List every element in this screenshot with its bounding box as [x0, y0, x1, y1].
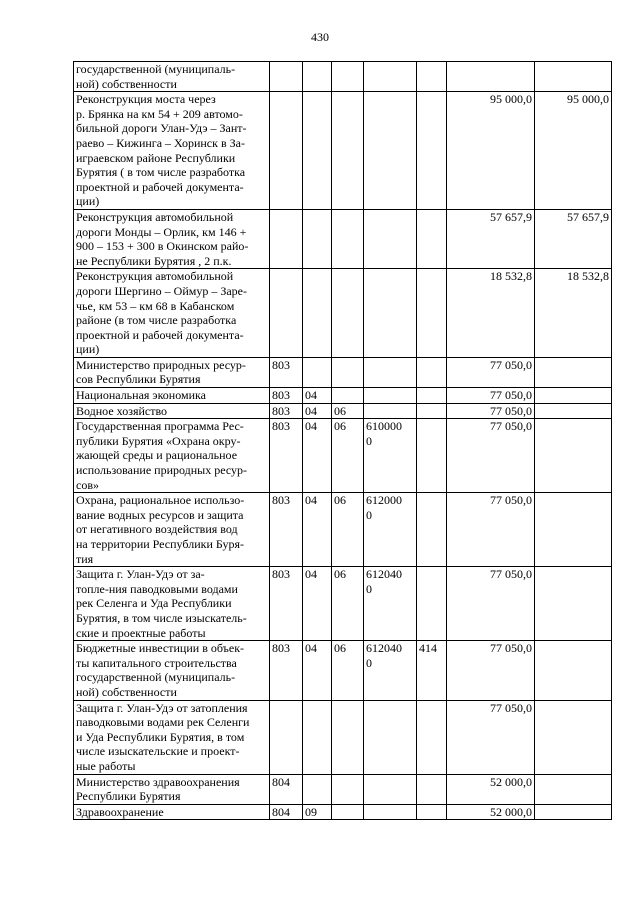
- cell-name: Защита г. Улан-Удэ от затопления паводковыми водами рек Селенги и Уда Республики Бурятия, в том числе изыскательские и проект- ные работы: [74, 700, 270, 774]
- table-row: [74, 209, 612, 268]
- table-row: [74, 92, 612, 210]
- cell-target-code: 610000 0: [364, 419, 417, 493]
- table-row: [74, 403, 612, 419]
- cell-amount-2: [535, 700, 612, 774]
- cell-section-code: 04: [303, 419, 332, 493]
- cell-target-code: [364, 92, 417, 210]
- table-row: [74, 419, 612, 493]
- cell-amount-1: 77 050,0: [447, 419, 535, 493]
- cell-name: Национальная экономика: [74, 388, 270, 404]
- cell-name: Защита г. Улан-Удэ от за- топле-ния паводковыми водами рек Селенга и Уда Республики Бурятия, в том числе изыскатель- ские и проектные работы: [74, 567, 270, 641]
- cell-ministry-code: 804: [270, 774, 303, 804]
- cell-amount-1: 77 050,0: [447, 403, 535, 419]
- cell-target-code: [364, 269, 417, 358]
- cell-amount-2: [535, 403, 612, 419]
- cell-subsection-code: [332, 62, 364, 92]
- cell-ministry-code: 803: [270, 403, 303, 419]
- page-number: 430: [311, 30, 329, 44]
- cell-section-code: 04: [303, 403, 332, 419]
- cell-name: Бюджетные инвестиции в объек- ты капитального строительства государственной (муниципаль- ной) собственности: [74, 641, 270, 700]
- cell-target-code: [364, 62, 417, 92]
- cell-amount-2: 18 532,8: [535, 269, 612, 358]
- cell-ministry-code: [270, 700, 303, 774]
- cell-expense-type-code: [417, 700, 447, 774]
- cell-name: Реконструкция автомобильной дороги Монды – Орлик, км 146 + 900 – 153 + 300 в Окинском райо- не Республики Бурятия , 2 п.к.: [74, 209, 270, 268]
- cell-amount-2: [535, 419, 612, 493]
- cell-amount-1: 18 532,8: [447, 269, 535, 358]
- cell-section-code: [303, 774, 332, 804]
- cell-amount-2: 95 000,0: [535, 92, 612, 210]
- cell-ministry-code: [270, 92, 303, 210]
- cell-expense-type-code: [417, 62, 447, 92]
- cell-ministry-code: [270, 269, 303, 358]
- cell-expense-type-code: [417, 403, 447, 419]
- cell-subsection-code: [332, 804, 364, 820]
- cell-ministry-code: 803: [270, 493, 303, 567]
- cell-ministry-code: [270, 209, 303, 268]
- cell-name: Министерство природных ресур- сов Республики Бурятия: [74, 357, 270, 387]
- cell-section-code: 04: [303, 493, 332, 567]
- cell-expense-type-code: [417, 357, 447, 387]
- table-row: [74, 493, 612, 567]
- table-row: [74, 62, 612, 92]
- table-row: [74, 269, 612, 358]
- table-row: [74, 641, 612, 700]
- cell-subsection-code: 06: [332, 567, 364, 641]
- cell-amount-2: [535, 641, 612, 700]
- cell-expense-type-code: [417, 419, 447, 493]
- cell-name: Охрана, рациональное использо- вание водных ресурсов и защита от негативного воздействия вод на территории Республики Буря- тия: [74, 493, 270, 567]
- cell-amount-1: 77 050,0: [447, 357, 535, 387]
- cell-name: Министерство здравоохранения Республики Бурятия: [74, 774, 270, 804]
- cell-target-code: [364, 357, 417, 387]
- cell-target-code: [364, 403, 417, 419]
- cell-target-code: 612040 0: [364, 641, 417, 700]
- cell-ministry-code: 803: [270, 567, 303, 641]
- table-row: [74, 388, 612, 404]
- cell-subsection-code: 06: [332, 641, 364, 700]
- cell-ministry-code: 803: [270, 357, 303, 387]
- cell-ministry-code: [270, 62, 303, 92]
- cell-name: Здравоохранение: [74, 804, 270, 820]
- cell-target-code: [364, 804, 417, 820]
- cell-subsection-code: 06: [332, 493, 364, 567]
- cell-target-code: 612000 0: [364, 493, 417, 567]
- cell-expense-type-code: [417, 493, 447, 567]
- cell-expense-type-code: 414: [417, 641, 447, 700]
- cell-subsection-code: 06: [332, 403, 364, 419]
- cell-amount-2: [535, 388, 612, 404]
- cell-amount-1: [447, 62, 535, 92]
- cell-subsection-code: 06: [332, 419, 364, 493]
- cell-name: Государственная программа Рес- публики Бурятия «Охрана окру- жающей среды и рациональное использование природных ресур- сов»: [74, 419, 270, 493]
- cell-amount-2: [535, 357, 612, 387]
- cell-amount-1: 57 657,9: [447, 209, 535, 268]
- cell-target-code: [364, 774, 417, 804]
- cell-section-code: 04: [303, 388, 332, 404]
- cell-subsection-code: [332, 209, 364, 268]
- cell-ministry-code: 803: [270, 419, 303, 493]
- cell-subsection-code: [332, 388, 364, 404]
- cell-target-code: 612040 0: [364, 567, 417, 641]
- cell-amount-1: 52 000,0: [447, 774, 535, 804]
- cell-expense-type-code: [417, 92, 447, 210]
- cell-section-code: [303, 357, 332, 387]
- cell-subsection-code: [332, 700, 364, 774]
- budget-table: [73, 61, 612, 820]
- cell-expense-type-code: [417, 774, 447, 804]
- cell-amount-2: 57 657,9: [535, 209, 612, 268]
- cell-subsection-code: [332, 357, 364, 387]
- cell-amount-1: 77 050,0: [447, 493, 535, 567]
- cell-amount-1: 77 050,0: [447, 567, 535, 641]
- table-row: [74, 804, 612, 820]
- cell-target-code: [364, 388, 417, 404]
- cell-name: Реконструкция автомобильной дороги Шергино – Оймур – Заре- чье, км 53 – км 68 в Кабанском районе (в том числе разработка проектной и рабочей документа- ции): [74, 269, 270, 358]
- cell-target-code: [364, 700, 417, 774]
- cell-amount-2: [535, 804, 612, 820]
- table-row: [74, 567, 612, 641]
- cell-section-code: [303, 700, 332, 774]
- table-row: [74, 357, 612, 387]
- cell-ministry-code: 804: [270, 804, 303, 820]
- cell-section-code: 04: [303, 567, 332, 641]
- cell-expense-type-code: [417, 804, 447, 820]
- cell-target-code: [364, 209, 417, 268]
- cell-section-code: [303, 62, 332, 92]
- cell-amount-1: 77 050,0: [447, 388, 535, 404]
- table-row: [74, 700, 612, 774]
- cell-section-code: 09: [303, 804, 332, 820]
- cell-subsection-code: [332, 774, 364, 804]
- cell-amount-2: [535, 62, 612, 92]
- cell-name: Реконструкция моста через р. Брянка на км 54 + 209 автомо- бильной дороги Улан-Удэ – Зант- раево – Кижинга – Хоринск в За- играевском районе Республики Бурятия ( в том числе разработка проектной и рабочей документа- ции): [74, 92, 270, 210]
- cell-amount-1: 52 000,0: [447, 804, 535, 820]
- cell-subsection-code: [332, 92, 364, 210]
- cell-amount-2: [535, 567, 612, 641]
- cell-section-code: [303, 92, 332, 210]
- cell-expense-type-code: [417, 209, 447, 268]
- cell-ministry-code: 803: [270, 641, 303, 700]
- cell-amount-1: 77 050,0: [447, 700, 535, 774]
- cell-section-code: [303, 269, 332, 358]
- cell-amount-1: 95 000,0: [447, 92, 535, 210]
- cell-amount-2: [535, 493, 612, 567]
- table-row: [74, 774, 612, 804]
- cell-amount-1: 77 050,0: [447, 641, 535, 700]
- cell-subsection-code: [332, 269, 364, 358]
- cell-ministry-code: 803: [270, 388, 303, 404]
- cell-expense-type-code: [417, 269, 447, 358]
- cell-expense-type-code: [417, 567, 447, 641]
- cell-name: Водное хозяйство: [74, 403, 270, 419]
- cell-amount-2: [535, 774, 612, 804]
- cell-section-code: 04: [303, 641, 332, 700]
- cell-expense-type-code: [417, 388, 447, 404]
- cell-section-code: [303, 209, 332, 268]
- cell-name: государственной (муниципаль- ной) собственности: [74, 62, 270, 92]
- table-body: [74, 62, 612, 820]
